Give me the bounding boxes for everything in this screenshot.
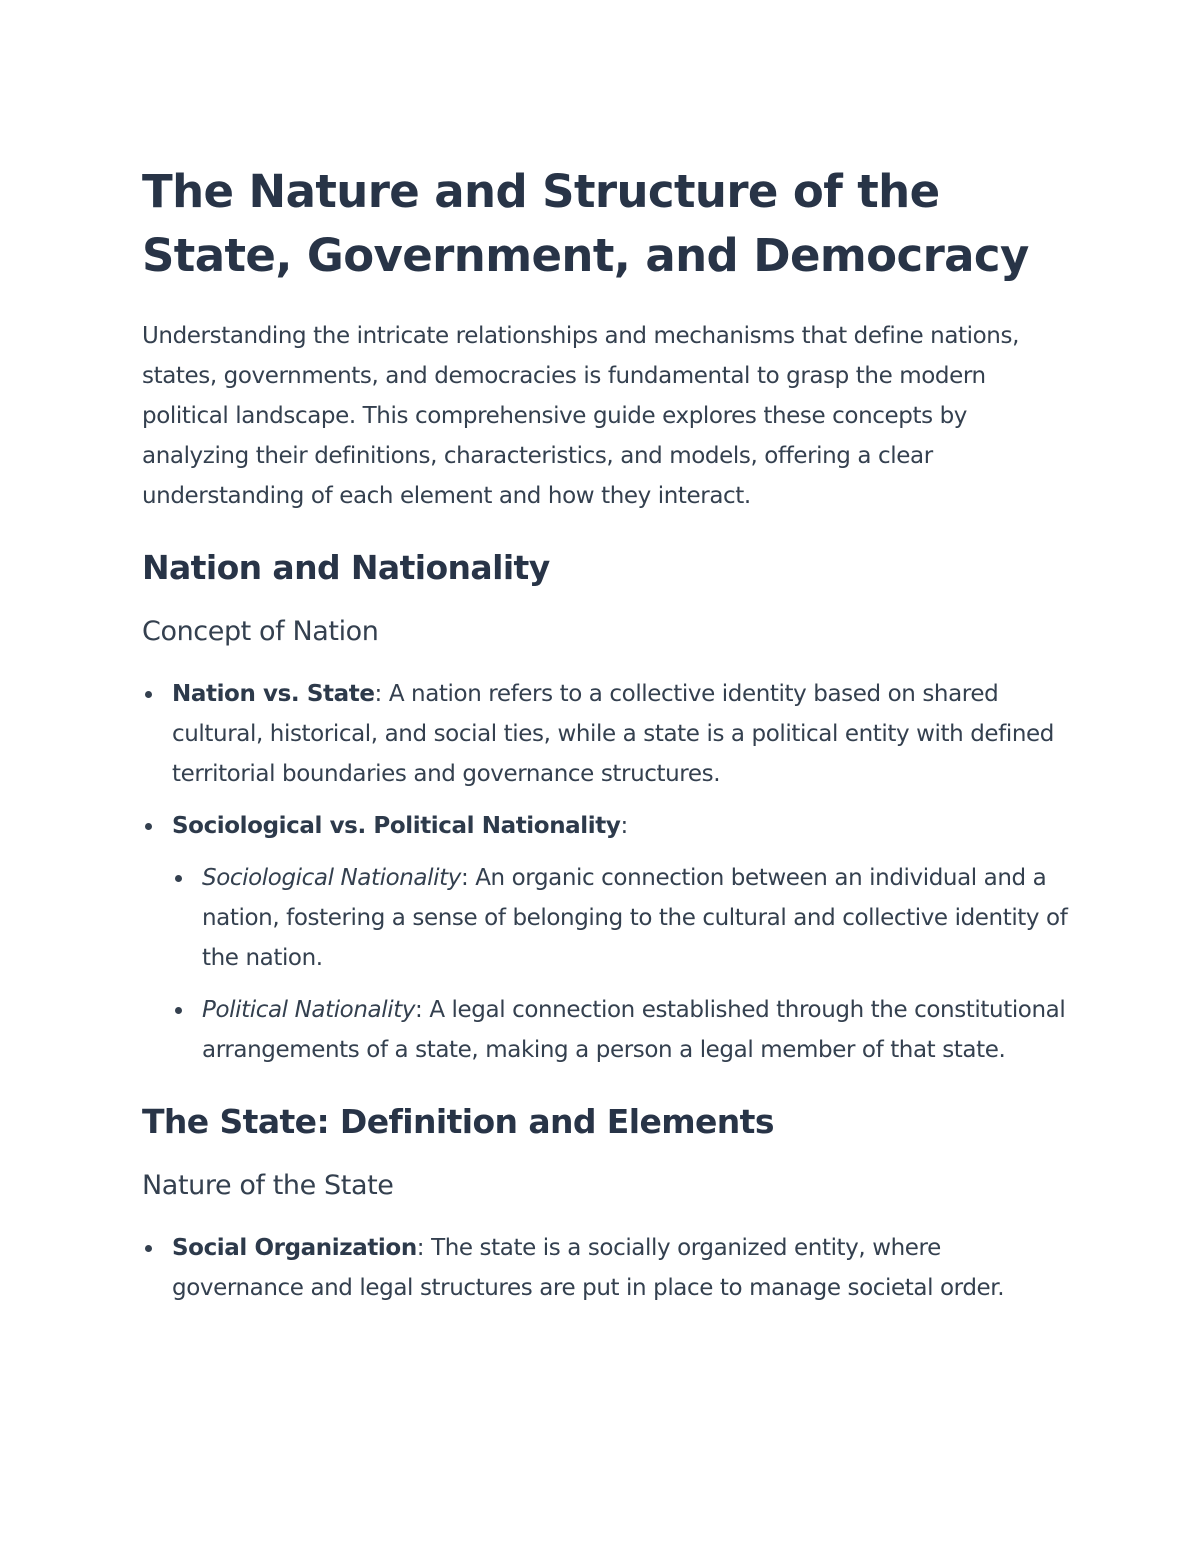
subheading-nature-of-state: Nature of the State [142, 1170, 394, 1201]
list-item [142, 674, 1072, 794]
nested-bullet-list [172, 858, 1072, 1070]
list-item [142, 1228, 1072, 1308]
bullet-icon [145, 1245, 152, 1252]
list-item [142, 806, 1072, 1070]
intro-paragraph: Understanding the intricate relationships and mechanisms that define nations, states, governments, and democracies is fundamental to grasp the modern political landscape. This comprehensive guide explores these concepts by analyzing their definitions, characteristics, and models, offering a clear understanding of each element and how they interact. [142, 323, 1019, 509]
document-title: The Nature and Structure of the State, Government, and Democracy [142, 165, 1029, 282]
subheading-concept-of-nation: Concept of Nation [142, 616, 379, 647]
section-heading-nation: Nation and Nationality [142, 548, 550, 587]
item-term: Political Nationality [202, 997, 416, 1023]
bullet-icon [145, 823, 152, 830]
list-item [172, 858, 1072, 978]
item-text: The state is a socially organized entity, where governance and legal structures are put in place to manage societal order. [172, 1235, 1005, 1301]
bullet-list-nation [142, 674, 1072, 1070]
bullet-icon [175, 1007, 182, 1014]
item-term: Sociological vs. Political Nationality [172, 813, 621, 839]
section-heading-state: The State: Definition and Elements [142, 1102, 774, 1141]
bullet-icon [175, 875, 182, 882]
bullet-icon [145, 691, 152, 698]
item-text: A nation refers to a collective identity based on shared cultural, historical, and social ties, while a state is a political entity with defined territorial boundaries and governance structures. [172, 681, 1054, 787]
item-separator: : [415, 997, 430, 1023]
item-text: A legal connection established through the constitutional arrangements of a state, making a person a legal member of that state. [202, 997, 1066, 1063]
list-item [172, 990, 1072, 1070]
item-term: Social Organization [172, 1235, 417, 1261]
item-separator: : [374, 681, 389, 707]
bullet-list-state [142, 1228, 1072, 1308]
item-separator: : [416, 1235, 432, 1261]
item-text: An organic connection between an individual and a nation, fostering a sense of belonging to the cultural and collective identity of the nation. [202, 865, 1068, 971]
item-separator: : [460, 865, 476, 891]
item-term: Nation vs. State [172, 681, 375, 707]
item-term: Sociological Nationality [202, 865, 461, 891]
document-page [142, 160, 1072, 1320]
item-separator: : [620, 813, 628, 839]
